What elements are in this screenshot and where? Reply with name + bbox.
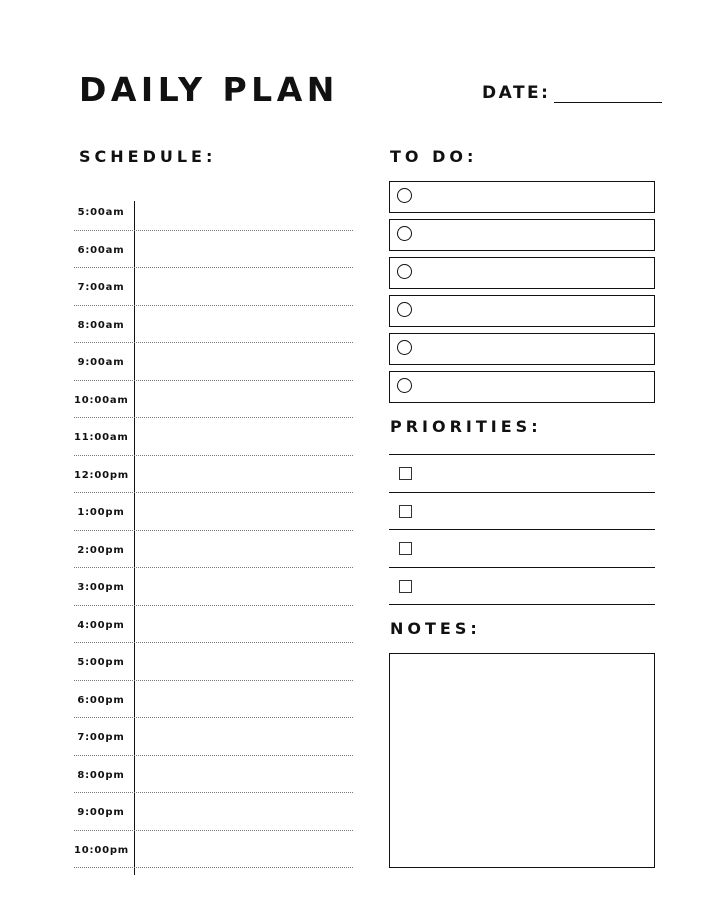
schedule-time: 12:00pm <box>74 469 130 481</box>
todo-item[interactable] <box>389 371 655 403</box>
todo-list <box>389 181 655 409</box>
priorities-label: PRIORITIES: <box>390 417 542 436</box>
schedule-time: 10:00am <box>74 394 129 406</box>
schedule-row[interactable] <box>74 193 353 231</box>
schedule-row[interactable] <box>74 381 353 419</box>
notes-label: NOTES: <box>390 619 481 638</box>
schedule-row[interactable] <box>74 268 353 306</box>
schedule-time: 3:00pm <box>77 582 125 593</box>
todo-item[interactable] <box>389 257 655 289</box>
schedule-row[interactable] <box>74 793 353 831</box>
schedule-row[interactable] <box>74 418 353 456</box>
schedule-row[interactable] <box>74 306 353 344</box>
schedule-row[interactable] <box>74 456 353 494</box>
priority-item[interactable] <box>389 455 655 493</box>
notes-box[interactable] <box>389 653 655 868</box>
schedule-time: 9:00pm <box>77 807 125 818</box>
square-checkbox-icon[interactable] <box>399 467 412 480</box>
priority-item[interactable] <box>389 568 655 606</box>
priority-item[interactable] <box>389 493 655 531</box>
schedule-row[interactable] <box>74 718 353 756</box>
schedule-row[interactable] <box>74 756 353 794</box>
schedule-time: 8:00am <box>77 319 125 331</box>
schedule-time: 1:00pm <box>77 507 125 518</box>
todo-item[interactable] <box>389 181 655 213</box>
schedule-table <box>74 193 353 868</box>
schedule-time: 7:00pm <box>77 732 125 743</box>
schedule-row[interactable] <box>74 568 353 606</box>
page-title: DAILY PLAN <box>79 70 339 109</box>
schedule-time: 11:00am <box>74 432 129 443</box>
date-label: DATE: <box>482 83 551 103</box>
schedule-row[interactable] <box>74 831 353 869</box>
schedule-time: 2:00pm <box>77 544 125 556</box>
schedule-time: 7:00am <box>77 282 125 293</box>
date-field <box>482 83 662 103</box>
circle-checkbox-icon[interactable] <box>397 226 412 241</box>
schedule-time: 5:00pm <box>77 657 125 668</box>
schedule-time: 8:00pm <box>77 769 125 781</box>
circle-checkbox-icon[interactable] <box>397 340 412 355</box>
circle-checkbox-icon[interactable] <box>397 302 412 317</box>
schedule-time: 4:00pm <box>77 619 125 631</box>
schedule-row[interactable] <box>74 343 353 381</box>
schedule-time: 6:00am <box>77 244 125 256</box>
todo-label: TO DO: <box>390 147 478 166</box>
square-checkbox-icon[interactable] <box>399 542 412 555</box>
square-checkbox-icon[interactable] <box>399 580 412 593</box>
date-line[interactable] <box>554 85 662 103</box>
circle-checkbox-icon[interactable] <box>397 378 412 393</box>
schedule-time: 9:00am <box>77 357 125 368</box>
schedule-label: SCHEDULE: <box>79 147 217 166</box>
schedule-row[interactable] <box>74 493 353 531</box>
schedule-row[interactable] <box>74 643 353 681</box>
schedule-row[interactable] <box>74 681 353 719</box>
todo-item[interactable] <box>389 219 655 251</box>
schedule-row[interactable] <box>74 606 353 644</box>
todo-item[interactable] <box>389 295 655 327</box>
priorities-list <box>389 454 655 605</box>
circle-checkbox-icon[interactable] <box>397 264 412 279</box>
circle-checkbox-icon[interactable] <box>397 188 412 203</box>
schedule-row[interactable] <box>74 231 353 269</box>
square-checkbox-icon[interactable] <box>399 505 412 518</box>
schedule-time: 10:00pm <box>74 844 130 856</box>
schedule-time: 5:00am <box>77 207 125 218</box>
todo-item[interactable] <box>389 333 655 365</box>
schedule-time: 6:00pm <box>77 694 125 706</box>
schedule-row[interactable] <box>74 531 353 569</box>
priority-item[interactable] <box>389 530 655 568</box>
